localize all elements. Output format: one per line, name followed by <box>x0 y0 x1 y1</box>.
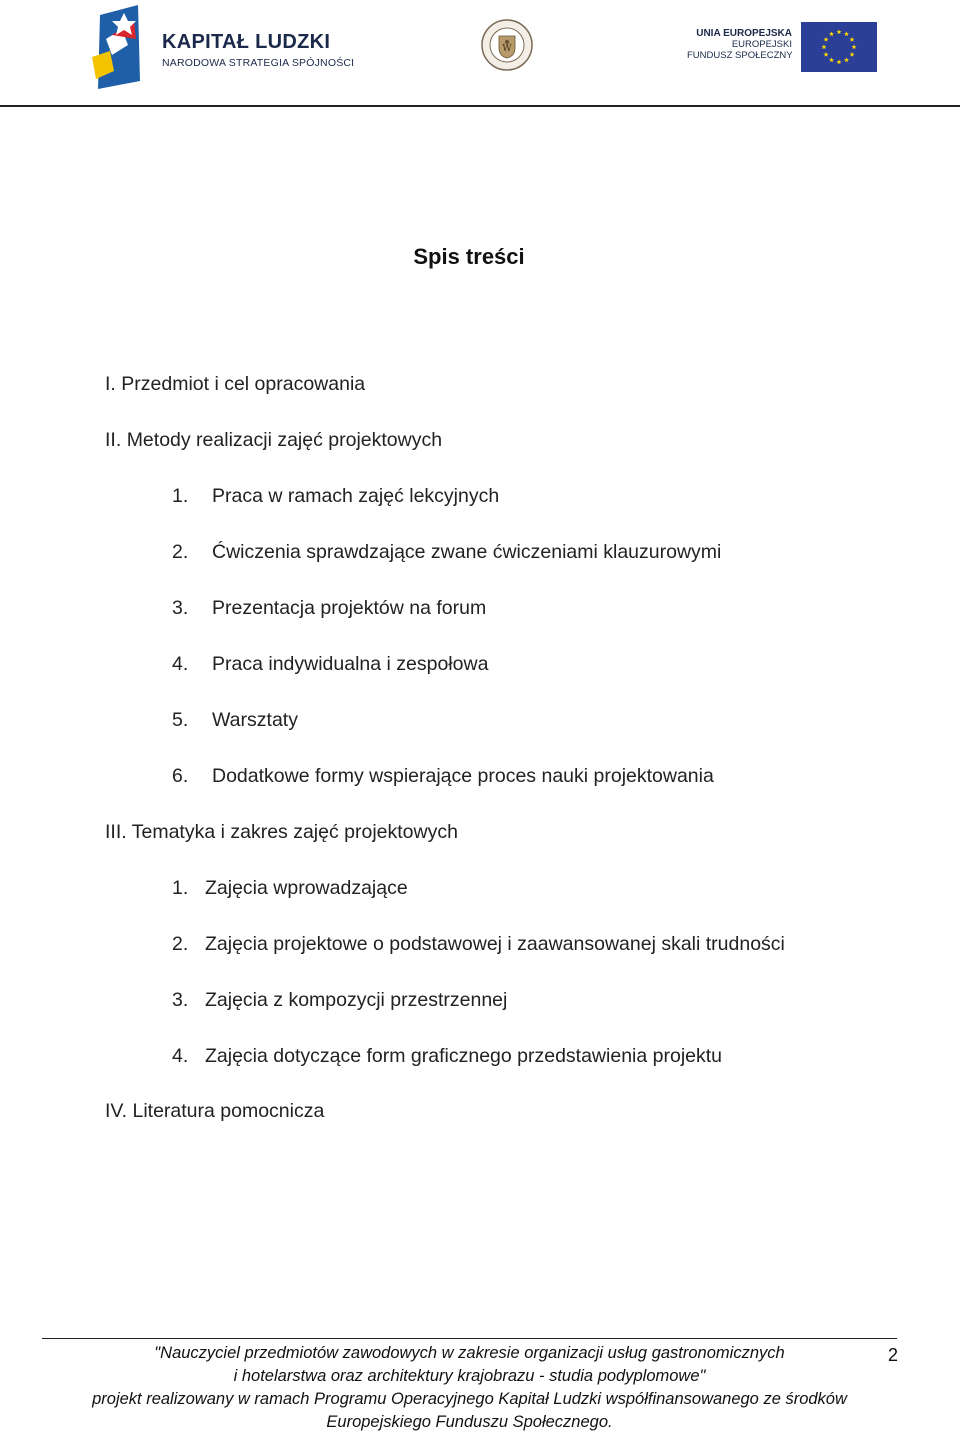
kapital-ludzki-subtitle: NARODOWA STRATEGIA SPÓJNOŚCI <box>162 57 355 69</box>
toc-subentry <box>172 877 408 900</box>
toc-entry-number: 6. <box>172 765 189 787</box>
toc-entry-number: 2. <box>172 541 189 563</box>
toc-subentry <box>172 709 298 732</box>
toc-entry <box>105 373 365 396</box>
toc-entry-number: 4. <box>172 653 189 675</box>
toc-entry-number: 2. <box>172 933 189 955</box>
page-footer <box>42 1342 897 1434</box>
toc-entry-number: 4. <box>172 1045 189 1067</box>
toc-entry-text: Zajęcia z kompozycji przestrzennej <box>205 989 508 1011</box>
toc-entry-number: 1. <box>172 485 189 507</box>
toc-entry-number: 3. <box>172 989 189 1011</box>
page-title: Spis treści <box>413 244 525 269</box>
toc-subentry <box>172 485 499 508</box>
toc-subentry <box>172 1045 722 1068</box>
footer-line-3: projekt realizowany w ramach Programu Operacyjnego Kapitał Ludzki współfinansowanego ze środków <box>92 1390 847 1408</box>
footer-line-1: "Nauczyciel przedmiotów zawodowych w zakresie organizacji usług gastronomicznych <box>154 1344 785 1362</box>
footer-line-4: Europejskiego Funduszu Społecznego. <box>326 1413 613 1431</box>
toc-subentry <box>172 933 785 956</box>
kapital-ludzki-title: KAPITAŁ LUDZKI <box>162 31 331 53</box>
toc-entry-number: II. <box>105 429 122 451</box>
university-seal-icon <box>480 18 534 72</box>
toc-entry-number: IV. <box>105 1100 128 1122</box>
toc-subentry <box>172 653 488 676</box>
footer-line-2: i hotelarstwa oraz architektury krajobrazu - studia podyplomowe" <box>233 1367 706 1385</box>
toc-subentry <box>172 597 486 620</box>
toc-entry <box>105 1100 324 1123</box>
page-number: 2 <box>888 1345 899 1365</box>
eu-line-3: FUNDUSZ SPOŁECZNY <box>687 50 793 61</box>
toc-entry <box>105 429 442 452</box>
toc-entry <box>105 821 458 844</box>
toc-subentry <box>172 989 507 1012</box>
toc-entry-text: Przedmiot i cel opracowania <box>121 373 366 395</box>
header-divider <box>0 105 960 107</box>
svg-text:W: W <box>502 44 512 54</box>
toc-entry-text: Dodatkowe formy wspierające proces nauki projektowania <box>212 765 714 787</box>
toc-entry-text: Tematyka i zakres zajęć projektowych <box>131 821 458 843</box>
toc-subentry <box>172 541 721 564</box>
eu-text-block <box>687 28 792 61</box>
toc-entry-text: Metody realizacji zajęć projektowych <box>126 429 443 451</box>
toc-entry-text: Zajęcia dotyczące form graficznego przedstawienia projektu <box>205 1045 723 1067</box>
toc-entry-text: Warsztaty <box>212 709 298 731</box>
toc-subentry <box>172 765 714 788</box>
toc-entry-text: Literatura pomocnicza <box>132 1100 325 1122</box>
toc-entry-text: Ćwiczenia sprawdzające zwane ćwiczeniami klauzurowymi <box>212 541 722 563</box>
page-header <box>0 0 960 108</box>
toc-entry-number: I. <box>105 373 116 395</box>
eu-line-2: EUROPEJSKI <box>731 39 792 50</box>
toc-entry-number: 1. <box>172 877 189 899</box>
toc-entry-text: Zajęcia projektowe o podstawowej i zaawansowanej skali trudności <box>205 933 785 955</box>
footer-divider <box>42 1338 897 1339</box>
toc-entry-number: III. <box>105 821 127 843</box>
toc-entry-text: Zajęcia wprowadzające <box>205 877 408 899</box>
eu-line-1: UNIA EUROPEJSKA <box>696 28 792 39</box>
kapital-ludzki-emblem-icon <box>92 5 152 89</box>
toc-entry-text: Prezentacja projektów na forum <box>212 597 487 619</box>
toc-entry-text: Praca indywidualna i zespołowa <box>212 653 489 675</box>
eu-flag-icon <box>801 22 877 72</box>
toc-entry-text: Praca w ramach zajęć lekcyjnych <box>212 485 500 507</box>
toc-entry-number: 3. <box>172 597 189 619</box>
kapital-ludzki-logo <box>92 5 355 95</box>
toc-entry-number: 5. <box>172 709 189 731</box>
